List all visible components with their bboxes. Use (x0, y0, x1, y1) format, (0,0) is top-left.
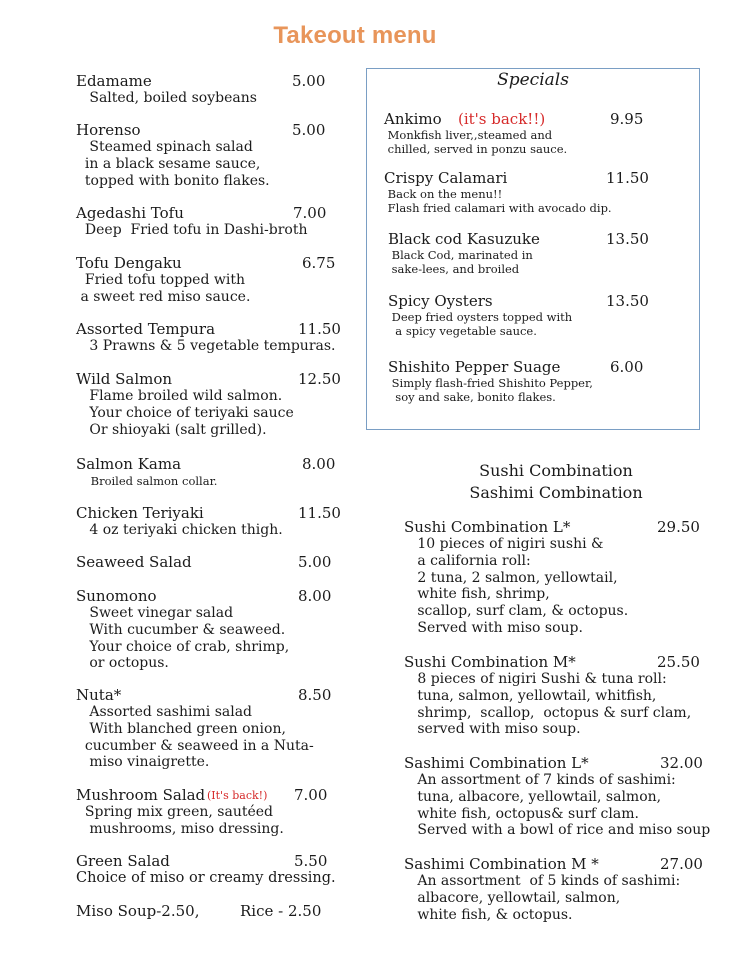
menu-item-chicken-teriyaki (76, 504, 356, 539)
item-price: 8.50 (298, 686, 332, 704)
item-description: Broiled salmon collar. (76, 474, 218, 488)
menu-item-horenso (76, 121, 356, 189)
special-item-crispy-calamari (384, 169, 684, 215)
item-description: 3 Prawns & 5 vegetable tempuras. (76, 338, 336, 354)
menu-item-nuta (76, 686, 356, 771)
item-price: 11.50 (298, 320, 341, 338)
menu-title: Takeout menu (273, 22, 437, 49)
item-price: 6.00 (610, 358, 644, 376)
item-price: 32.00 (660, 754, 703, 772)
item-name: Tofu Dengaku (76, 254, 182, 272)
menu-item-tofu-dengaku (76, 254, 356, 306)
item-description: An assortment of 5 kinds of sashimi: albacore, yellowtail, salmon, white fish, & octopus. (417, 873, 681, 923)
item-name: Sushi Combination L* (404, 518, 571, 536)
combo-heading-sushi: Sushi Combination (479, 461, 633, 480)
item-name: Chicken Teriyaki (76, 504, 204, 522)
item-description: Monkfish liver,,steamed and chilled, served in ponzu sauce. (387, 128, 568, 156)
item-price: 13.50 (606, 230, 649, 248)
item-name: Seaweed Salad (76, 553, 192, 571)
specials-heading: Specials (497, 70, 569, 90)
back-note: (It's back!) (207, 789, 268, 802)
item-name: Ankimo (384, 110, 442, 128)
item-name: Salmon Kama (76, 455, 182, 473)
item-price: 5.50 (294, 852, 328, 870)
item-price: 9.95 (610, 110, 644, 128)
item-name: Green Salad (76, 852, 170, 870)
combo-heading-sashimi: Sashimi Combination (469, 483, 643, 502)
item-price: 7.00 (293, 204, 327, 222)
item-price: 25.50 (657, 653, 700, 671)
special-item-shishito-pepper (388, 358, 684, 404)
item-price: 7.00 (294, 786, 328, 804)
menu-item-salmon-kama (76, 455, 356, 488)
item-price: 11.50 (606, 169, 649, 187)
item-price: 12.50 (298, 370, 341, 388)
item-name: Assorted Tempura (76, 320, 216, 338)
menu-item-agedashi-tofu (76, 204, 356, 239)
item-name: Sushi Combination M* (404, 653, 576, 671)
rice-price: Rice - 2.50 (240, 902, 322, 920)
item-description: Deep Fried tofu in Dashi-broth (76, 222, 308, 238)
combo-item-sushi-m (404, 653, 714, 738)
item-description: Black Cod, marinated in sake-lees, and broiled (391, 248, 533, 276)
item-name: Shishito Pepper Suage (388, 358, 561, 376)
item-price: 13.50 (606, 292, 649, 310)
item-description: Choice of miso or creamy dressing. (76, 870, 336, 886)
item-description: An assortment of 7 kinds of sashimi: tuna, albacore, yellowtail, salmon, white fish, octopus& surf clam. Served with a bowl of rice and miso soup (417, 772, 711, 839)
item-description: 4 oz teriyaki chicken thigh. (76, 522, 283, 538)
item-price: 8.00 (302, 455, 336, 473)
item-description: Assorted sashimi salad With blanched green onion, cucumber & seaweed in a Nuta- miso vinaigrette. (84, 704, 314, 771)
item-description: Spring mix green, sautéed mushrooms, miso dressing. (84, 804, 284, 837)
item-description: Deep fried oysters topped with a spicy vegetable sauce. (391, 310, 573, 338)
item-description: Salted, boiled soybeans (76, 90, 257, 106)
item-price: 5.00 (292, 72, 326, 90)
menu-item-wild-salmon (76, 370, 356, 438)
item-name: Sashimi Combination M * (404, 855, 599, 873)
item-price: 6.75 (302, 254, 336, 272)
item-price: 29.50 (657, 518, 700, 536)
item-name: Spicy Oysters (388, 292, 493, 310)
special-item-spicy-oysters (388, 292, 684, 338)
item-name: Mushroom Salad (76, 786, 206, 804)
item-price: 5.00 (298, 553, 332, 571)
item-description: Sweet vinegar salad With cucumber & seaweed. Your choice of crab, shrimp, or octopus. (89, 605, 290, 672)
menu-item-seaweed-salad (76, 553, 356, 571)
menu-item-mushroom-salad (76, 786, 356, 838)
item-description: Flame broiled wild salmon. Your choice of teriyaki sauce Or shioyaki (salt grilled). (89, 388, 294, 438)
item-name: Edamame (76, 72, 152, 90)
item-name: Sashimi Combination L* (404, 754, 589, 772)
item-description: Steamed spinach salad in a black sesame sauce, topped with bonito flakes. (84, 139, 270, 189)
item-price: 11.50 (298, 504, 341, 522)
miso-soup-price: Miso Soup-2.50, (76, 902, 200, 920)
combo-item-sashimi-l (404, 754, 724, 839)
item-price: 8.00 (298, 587, 332, 605)
menu-item-assorted-tempura (76, 320, 356, 355)
menu-item-sunomono (76, 587, 356, 672)
item-description: Simply flash-fried Shishito Pepper, soy and sake, bonito flakes. (391, 376, 593, 404)
item-description: Fried tofu topped with a sweet red miso sauce. (80, 272, 251, 305)
item-name: Agedashi Tofu (76, 204, 184, 222)
combo-item-sashimi-m (404, 855, 724, 923)
combo-item-sushi-l (404, 518, 714, 637)
special-item-black-cod (388, 230, 684, 276)
item-price: 5.00 (292, 121, 326, 139)
item-description: 8 pieces of nigiri Sushi & tuna roll: tuna, salmon, yellowtail, whitfish, shrimp, scallop, octopus & surf clam, served with miso soup. (417, 671, 692, 738)
item-description: 10 pieces of nigiri sushi & a california roll: 2 tuna, 2 salmon, yellowtail, white fish, shrimp, scallop, surf clam, & octopus. Served with miso soup. (417, 536, 629, 636)
back-note: (it's back!!) (458, 110, 546, 128)
item-name: Sunomono (76, 587, 157, 605)
item-name: Crispy Calamari (384, 169, 508, 187)
item-name: Wild Salmon (76, 370, 173, 388)
item-price: 27.00 (660, 855, 703, 873)
item-name: Horenso (76, 121, 141, 139)
item-description: Back on the menu!! Flash fried calamari with avocado dip. (387, 187, 612, 215)
item-name: Black cod Kasuzuke (388, 230, 540, 248)
menu-item-green-salad (76, 852, 366, 887)
menu-item-edamame (76, 72, 356, 107)
special-item-ankimo (384, 110, 684, 156)
item-name: Nuta* (76, 686, 122, 704)
